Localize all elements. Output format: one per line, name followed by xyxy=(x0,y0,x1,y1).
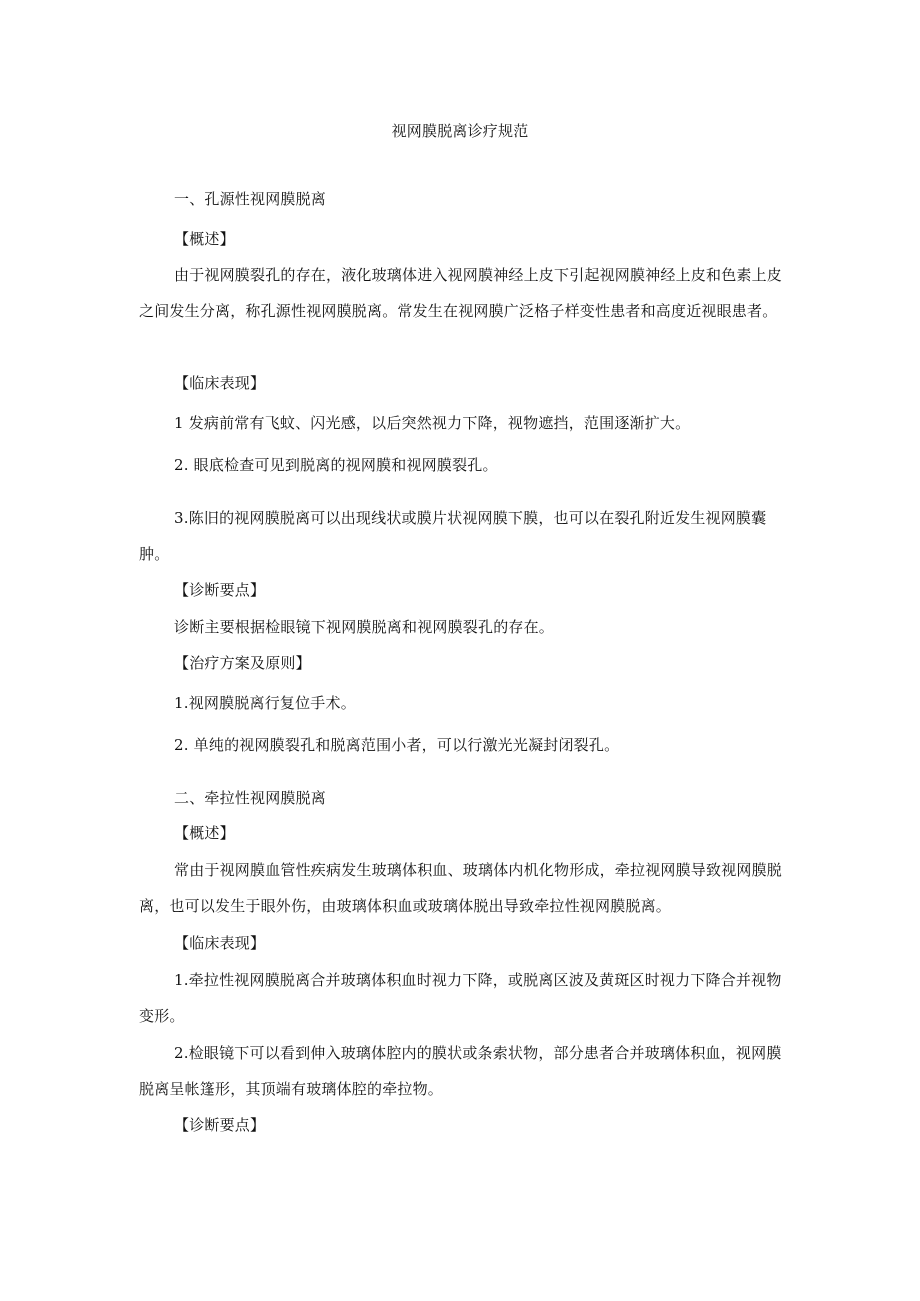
clinical-item: 1.牵拉性视网膜脱离合并玻璃体积血时视力下降，或脱离区波及黄斑区时视力下降合并视物变形。 xyxy=(139,971,782,1025)
overview-paragraph: 常由于视网膜血管性疾病发生玻璃体积血、玻璃体内机化物形成，牵拉视网膜导致视网膜脱离，也可以发生于眼外伤，由玻璃体积血或玻璃体脱出导致牵拉性视网膜脱离。 xyxy=(139,861,783,915)
section-heading: 二、牵拉性视网膜脱离 xyxy=(174,789,327,807)
clinical-item: 3.陈旧的视网膜脱离可以出现线状或膜片状视网膜下膜，也可以在裂孔附近发生视网膜囊肿。 xyxy=(139,509,767,563)
clinical-label: 【临床表现】 xyxy=(174,934,266,952)
treatment-item: 1.视网膜脱离行复位手术。 xyxy=(174,694,356,712)
overview-label: 【概述】 xyxy=(174,824,235,842)
treatment-label: 【治疗方案及原则】 xyxy=(174,654,311,672)
clinical-item: 1 发病前常有飞蚊、闪光感，以后突然视力下降，视物遮挡，范围逐渐扩大。 xyxy=(174,414,691,432)
overview-label: 【概述】 xyxy=(174,230,235,248)
treatment-item: 2. 单纯的视网膜裂孔和脱离范围小者，可以行激光光凝封闭裂孔。 xyxy=(174,736,620,754)
section-heading: 一、孔源性视网膜脱离 xyxy=(174,190,327,208)
diagnosis-label: 【诊断要点】 xyxy=(174,1116,266,1134)
clinical-label: 【临床表现】 xyxy=(174,374,266,392)
diagnosis-text: 诊断主要根据检眼镜下视网膜脱离和视网膜裂孔的存在。 xyxy=(174,618,555,636)
overview-paragraph: 由于视网膜裂孔的存在，液化玻璃体进入视网膜神经上皮下引起视网膜神经上皮和色素上皮之间发生分离，称孔源性视网膜脱离。常发生在视网膜广泛格子样变性患者和高度近视眼患者。 xyxy=(139,266,783,320)
clinical-item: 2. 眼底检查可见到脱离的视网膜和视网膜裂孔。 xyxy=(174,456,498,474)
document-title: 视网膜脱离诊疗规范 xyxy=(391,122,529,140)
clinical-item: 2.检眼镜下可以看到伸入玻璃体腔内的膜状或条索状物，部分患者合并玻璃体积血，视网膜脱离呈帐篷形，其顶端有玻璃体腔的牵拉物。 xyxy=(139,1044,782,1098)
diagnosis-label: 【诊断要点】 xyxy=(174,581,266,599)
